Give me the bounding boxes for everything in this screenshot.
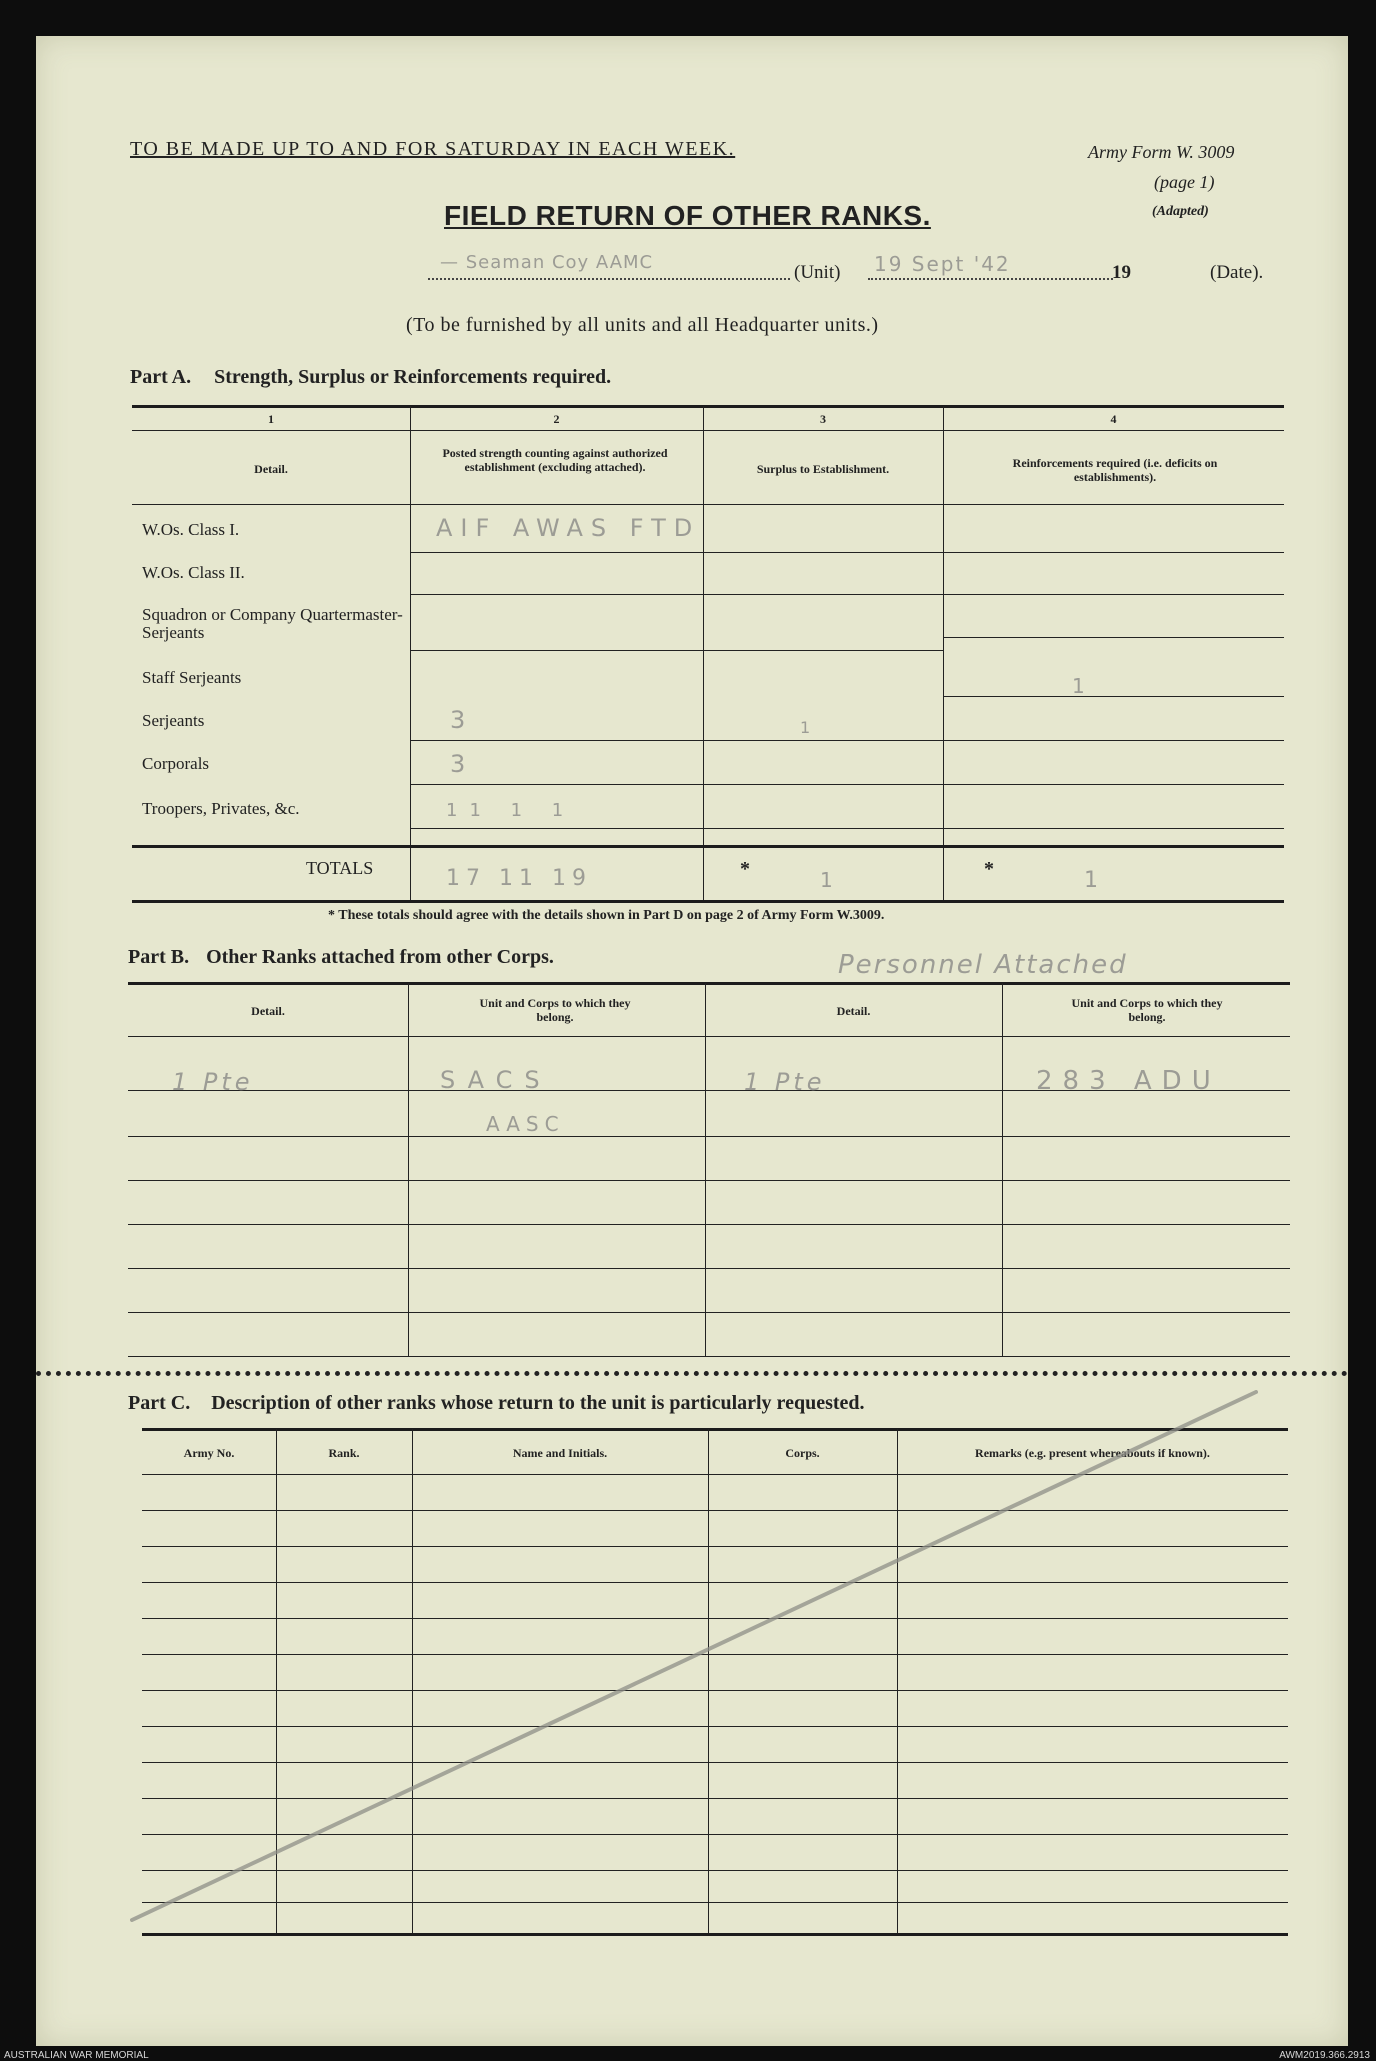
staff-serjeants-reinf-entry: 1 [1072,674,1089,698]
row-label-staff-serjeants: Staff Serjeants [142,668,242,687]
wo1-strength-entry: AIF AWAS FTD [436,514,701,542]
form-page: (page 1) [1154,172,1215,192]
corporals-strength-entry: 3 [450,750,470,778]
date-label: (Date). [1210,262,1264,283]
page-title: FIELD RETURN OF OTHER RANKS. [444,200,931,231]
part-b-col-header-unit-1: Unit and Corps to which they belong. [479,996,631,1024]
part-b-col-header-unit-2: Unit and Corps to which they belong. [1071,996,1223,1024]
row-label-cqms: Squadron or Company Quartermaster-Serjeants [142,605,403,642]
furnished-note: (To be furnished by all units and all Headquarter units.) [406,314,879,336]
date-handwriting: 19 Sept '42 [874,252,1011,276]
part-c-label: Part C. [128,1392,191,1414]
part-b-col-header-detail-1: Detail. [251,1004,285,1018]
part-c-col-header-rank: Rank. [328,1446,360,1460]
totals-strength-entry: 17 11 19 [446,866,592,891]
col-header-surplus: Surplus to Establishment. [756,462,890,476]
col-number-2: 2 [553,412,560,426]
part-b-unit-2: 283 ADU [1036,1066,1221,1096]
totals-reinf-entry: 1 [1084,868,1102,893]
serjeants-strength-entry: 3 [450,706,470,734]
row-label-wo2: W.Os. Class II. [142,563,245,582]
part-c-col-header-corps: Corps. [785,1446,820,1460]
part-c-col-header-remarks: Remarks (e.g. present whereabouts if known). [975,1446,1210,1460]
part-b-col-header-detail-2: Detail. [836,1004,871,1018]
form-adapted: (Adapted) [1152,204,1209,219]
row-label-wo1: W.Os. Class I. [142,520,240,539]
unit-label: (Unit) [794,262,841,283]
col-number-4: 4 [1110,412,1117,426]
part-b-title: Other Ranks attached from other Corps. [206,946,554,968]
col-header-detail: Detail. [254,462,288,476]
col-number-3: 3 [820,412,826,426]
col-number-1: 1 [268,412,274,426]
part-b-unit-1: SACS [440,1066,552,1094]
privates-strength-entry: 11 1 1 [446,800,576,821]
part-b-unit-1b: AASC [486,1112,565,1136]
footer-accession-number: AWM2019.366.2913 [1279,2050,1370,2061]
row-label-serjeants: Serjeants [142,711,205,730]
totals-surplus-entry: 1 [820,868,837,892]
reinf-asterisk: * [984,858,994,880]
instruction-text: TO BE MADE UP TO AND FOR SATURDAY IN EACH WEEK. [130,138,736,160]
surplus-asterisk: * [740,858,750,880]
totals-label: TOTALS [306,858,374,878]
part-a-label: Part A. [130,366,192,388]
serjeants-surplus-entry: 1 [800,718,815,737]
part-a-footnote: * These totals should agree with the details shown in Part D on page 2 of Army Form W.3009. [328,908,885,923]
form-name: Army Form W. 3009 [1088,142,1235,162]
part-b-detail-1: 1 Pte [172,1068,254,1096]
row-label-corporals: Corporals [142,754,210,773]
unit-handwriting: — Seaman Coy AAMC [440,252,654,273]
col-header-strength: Posted strength counting against authorized establishment (excluding attached). [442,446,668,474]
footer-credit: AUSTRALIAN WAR MEMORIAL [4,2050,149,2061]
part-a-title: Strength, Surplus or Reinforcements required. [214,366,612,388]
part-c-col-header-name: Name and Initials. [512,1446,608,1460]
year-prefix: 19 [1112,262,1131,283]
col-header-reinforcements: Reinforcements required (i.e. deficits on establishments). [1012,456,1218,484]
part-b-label: Part B. [128,946,190,968]
row-label-privates: Troopers, Privates, &c. [142,799,300,818]
part-c-col-header-army-no: Army No. [183,1446,235,1460]
part-c-title: Description of other ranks whose return to the unit is particularly requested. [211,1392,865,1414]
part-b-handwritten-note: Personnel Attached [838,950,1128,980]
part-b-detail-2: 1 Pte [744,1068,826,1096]
